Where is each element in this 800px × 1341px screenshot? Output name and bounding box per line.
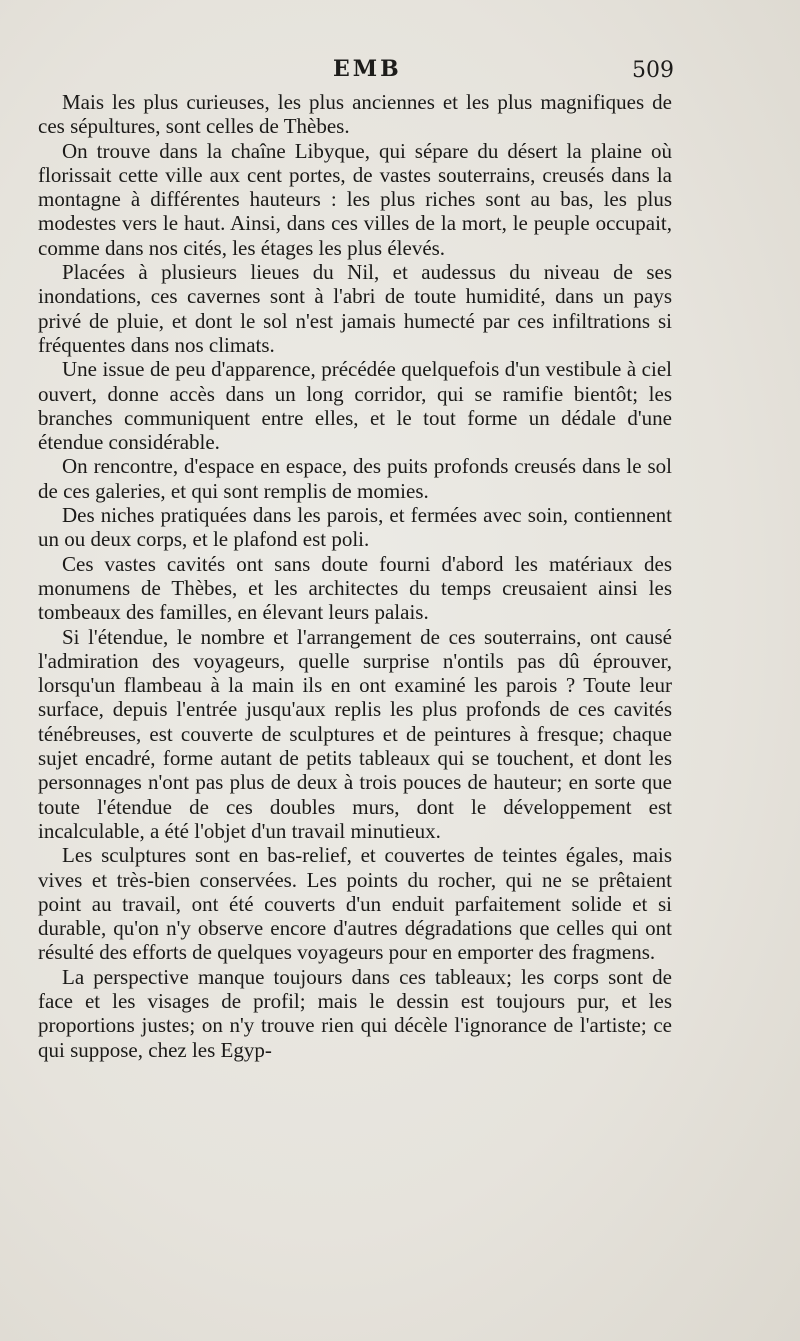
paragraph-3: Placées à plusieurs lieues du Nil, et audessus du niveau de ses inondations, ces cavernes sont à l'abri de toute humidité, dans un pays privé de pluie, et dont le sol n'est jamais humecté par ces infiltrations si fréquentes dans nos climats. [38,260,672,357]
paragraph-10: La perspective manque toujours dans ces tableaux; les corps sont de face et les visages de profil; mais le dessin est toujours pur, et les proportions justes; on n'y trouve rien qui décèle l'ignorance de l'artiste; ce qui suppose, chez les Egyp- [38,964,672,1062]
page-number: 509 [632,58,674,83]
paragraph-9: Les sculptures sont en bas-relief, et couvertes de teintes égales, mais vives et très-bien conservées. Les points du rocher, qui ne se prêtaient point au travail, ont été couverts d'un enduit parfaitement solide et si durable, qu'on n'y observe encore d'autres dégradations que celles qui ont résulté des efforts de quelques voyageurs pour en emporter des fragmens. [38,843,672,965]
paragraph-8: Si l'étendue, le nombre et l'arrangement de ces souterrains, ont causé l'admiration des voyageurs, quelle surprise n'ontils pas dû éprouver, lorsqu'un flambeau à la main ils en ont examiné les parois ? Toute leur surface, depuis l'entrée jusqu'aux replis les plus profonds de ces cavités ténébreuses, est couverte de sculptures et de peintures à fresque; chaque sujet encadré, forme autant de petits tableaux qui se touchent, et dont les personnages n'ont pas plus de deux à trois pouces de hauteur; en sorte que toute l'étendue de ces doubles murs, dont le développement est incalculable, a été l'objet d'un travail minutieux. [38,624,672,843]
paragraph-1: Mais les plus curieuses, les plus anciennes et les plus magnifiques de ces sépultures, sont celles de Thèbes. [38,90,672,139]
paragraph-5: On rencontre, d'espace en espace, des puits profonds creusés dans le sol de ces galeries, et qui sont remplis de momies. [38,454,672,503]
running-head: EMB [333,56,402,82]
paragraph-7: Ces vastes cavités ont sans doute fourni d'abord les matériaux des monumens de Thèbes, et les architectes du temps creusaient ainsi les tombeaux des familles, en élevant leurs palais. [38,551,672,625]
body-text [38,90,672,1062]
paragraph-2: On trouve dans la chaîne Libyque, qui sépare du désert la plaine où florissait cette ville aux cent portes, de vastes souterrains, creusés dans la montagne à différentes hauteurs : les plus riches sont au bas, les plus modestes vers le haut. Ainsi, dans ces villes de la mort, le peuple occupait, comme dans nos cités, les étages les plus élevés. [38,138,672,260]
paragraph-4: Une issue de peu d'apparence, précédée quelquefois d'un vestibule à ciel ouvert, donne accès dans un long corridor, qui se ramifie bientôt; les branches communiquent entre elles, et le tout forme un dédale d'une étendue considérable. [38,357,672,455]
paragraph-6: Des niches pratiquées dans les parois, et fermées avec soin, contiennent un ou deux corps, et le plafond est poli. [38,503,672,552]
page-header [0,56,800,90]
